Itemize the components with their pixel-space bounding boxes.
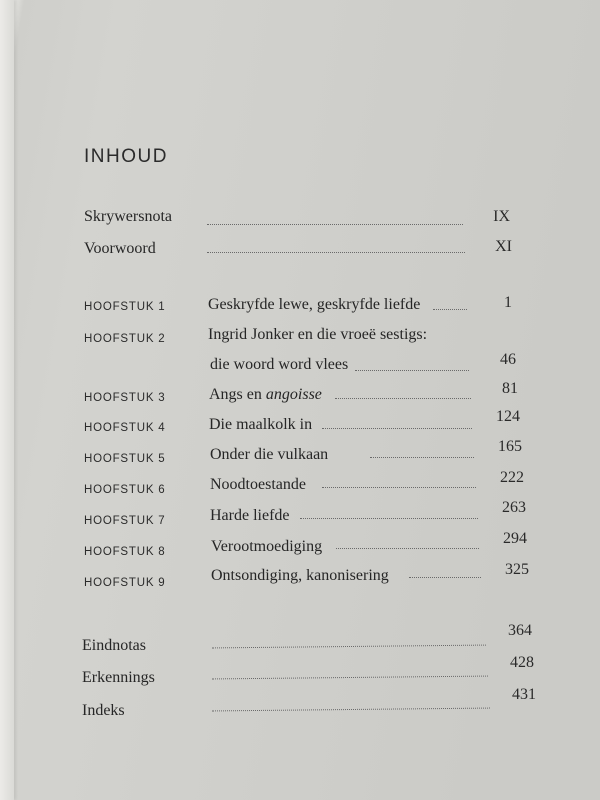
toc-label: Erkennings: [82, 669, 155, 686]
chapter-title-italic: angoisse: [265, 386, 322, 403]
chapter-number: HOOFSTUK 8: [84, 546, 166, 558]
leader-dots: [300, 518, 478, 519]
chapter-title: Noodtoestande: [210, 476, 306, 493]
chapter-title: Geskryfde lewe, geskryfde liefde: [208, 296, 421, 313]
chapter-title: Onder die vulkaan: [210, 446, 329, 463]
chapter-title: Ontsondiging, kanonisering: [211, 567, 389, 584]
chapter-title-text: Angs en: [209, 386, 266, 403]
chapter-number: HOOFSTUK 7: [84, 515, 166, 527]
chapter-page-number: 263: [502, 499, 526, 516]
chapter-title: Verootmoediging: [211, 538, 323, 555]
chapter-number: HOOFSTUK 6: [84, 484, 166, 496]
toc-page-number: 364: [508, 622, 532, 639]
leader-dots: [409, 577, 481, 578]
chapter-page-number: 222: [500, 469, 524, 486]
chapter-page-number: 325: [505, 561, 529, 578]
chapter-title: [209, 386, 322, 404]
leader-dots: [322, 487, 476, 488]
leader-dots: [335, 398, 471, 399]
chapter-title-continued: die woord word vlees: [210, 356, 349, 373]
chapter-number: HOOFSTUK 5: [84, 453, 166, 465]
chapter-page-number: 1: [504, 294, 512, 311]
chapter-title: Harde liefde: [210, 507, 290, 524]
chapter-title: Ingrid Jonker en die vroeë sestigs:: [208, 326, 428, 343]
chapter-number: HOOFSTUK 4: [84, 422, 166, 434]
leader-dots: [336, 548, 479, 549]
chapter-number: HOOFSTUK 3: [84, 392, 166, 404]
chapter-page-number: 46: [500, 351, 516, 368]
chapter-number: HOOFSTUK 9: [84, 577, 166, 589]
leader-dots: [322, 428, 472, 429]
toc-label: Eindnotas: [82, 637, 146, 654]
chapter-number: HOOFSTUK 1: [84, 301, 166, 313]
chapter-page-number: 294: [503, 530, 527, 547]
chapter-page-number: 124: [496, 408, 520, 425]
chapter-page-number: 165: [498, 438, 522, 455]
toc-label: Indeks: [82, 702, 125, 719]
toc-label: Voorwoord: [84, 240, 156, 257]
leader-dots: [207, 252, 465, 253]
leader-dots: [370, 457, 474, 458]
page-edge: [0, 0, 14, 800]
page-title: INHOUD: [84, 146, 168, 167]
toc-page-number: XI: [495, 238, 512, 255]
leader-dots: [212, 708, 490, 712]
chapter-title: Die maalkolk in: [209, 416, 313, 433]
leader-dots: [212, 676, 488, 680]
toc-page-number: IX: [493, 208, 510, 225]
leader-dots: [433, 309, 467, 310]
leader-dots: [212, 645, 486, 649]
chapter-number: HOOFSTUK 2: [84, 333, 166, 345]
toc-label: Skrywersnota: [84, 208, 172, 225]
leader-dots: [355, 370, 469, 371]
leader-dots: [207, 224, 463, 225]
toc-page-number: 431: [512, 686, 536, 703]
chapter-page-number: 81: [502, 380, 518, 397]
toc-page-number: 428: [510, 654, 534, 671]
